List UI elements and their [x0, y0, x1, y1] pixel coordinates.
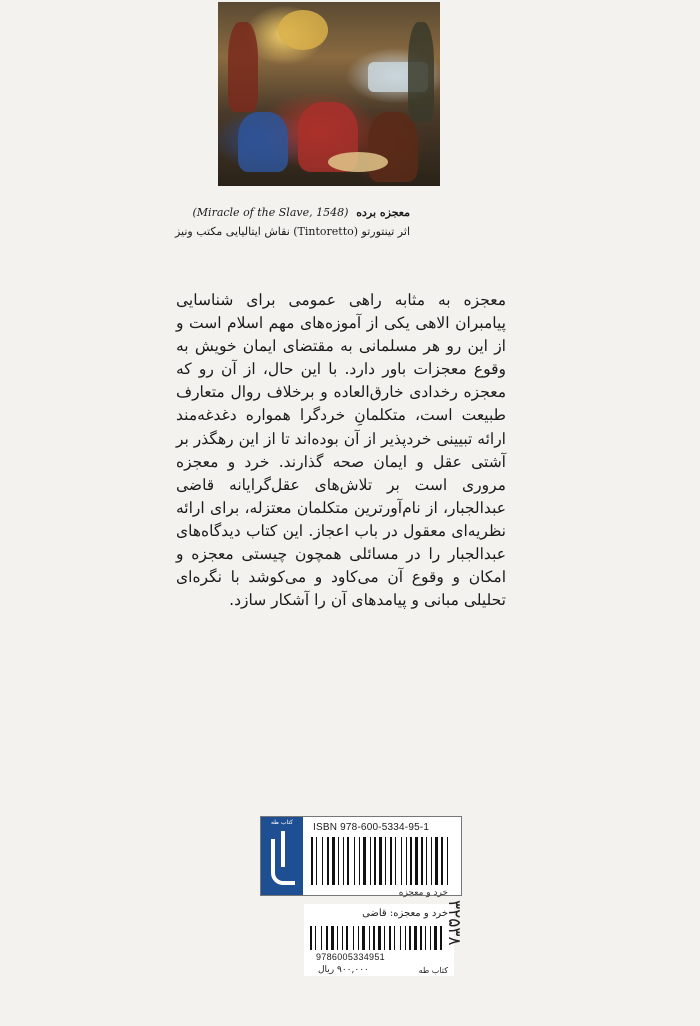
- barcode-bar: [420, 926, 422, 950]
- barcode-bar: [327, 837, 329, 885]
- barcode-bar: [322, 837, 323, 885]
- barcode-bar: [370, 837, 371, 885]
- barcode-bar: [401, 837, 402, 885]
- barcode-bar: [373, 926, 375, 950]
- barcode-bar: [337, 926, 338, 950]
- cover-painting: [218, 2, 440, 186]
- cut-label-text: خرد و معجزه: [398, 888, 448, 898]
- barcode-bar: [315, 926, 316, 950]
- barcode-bar: [316, 837, 317, 885]
- price-sticker: [304, 904, 454, 976]
- painting-caption-artist: اثر تینتورتو (Tintoretto) نقاش ایتالیایی مکتب ونیز: [174, 225, 410, 238]
- barcode-bar: [385, 837, 386, 885]
- publisher-logo: [261, 817, 303, 895]
- isbn-text: ISBN 978-600-5334-95-1: [313, 822, 430, 833]
- barcode-bar: [353, 926, 354, 950]
- barcode-bar: [395, 837, 396, 885]
- sticker-store: کتاب طه: [418, 966, 448, 975]
- sticker-barcode: [310, 926, 448, 950]
- sticker-price: ۹۰۰,۰۰۰ ریال: [318, 965, 369, 975]
- barcode-bar: [440, 926, 442, 950]
- barcode-bar: [434, 926, 437, 950]
- sticker-title: خرد و معجزه: قاضی: [362, 908, 448, 919]
- barcode-bar: [374, 837, 376, 885]
- back-cover-blurb: [176, 289, 506, 612]
- barcode-bar: [378, 926, 381, 950]
- barcode-bar: [343, 837, 344, 885]
- barcode-bar: [346, 926, 348, 950]
- painting-title-en: (Miracle of the Slave, 1548): [192, 206, 349, 219]
- barcode-bar: [358, 926, 359, 950]
- barcode-bar: [321, 926, 322, 950]
- barcode-bar: [363, 837, 366, 885]
- barcode-bar: [389, 926, 391, 950]
- barcode-bar: [400, 926, 401, 950]
- barcode-bar: [421, 837, 423, 885]
- barcode-bar: [431, 837, 432, 885]
- barcode-bar: [409, 926, 411, 950]
- barcode-bar: [390, 837, 392, 885]
- barcode-bar: [430, 926, 431, 950]
- sticker-code: 9786005334951: [316, 952, 385, 962]
- isbn-barcode: [311, 837, 455, 885]
- barcode-bar: [338, 837, 339, 885]
- barcode-bar: [310, 926, 312, 950]
- stock-number: ۳۲۵۳۸: [444, 900, 464, 946]
- barcode-bar: [379, 837, 382, 885]
- barcode-bar: [406, 837, 407, 885]
- barcode-bar: [410, 837, 412, 885]
- barcode-bar: [405, 926, 406, 950]
- barcode-bar: [332, 837, 335, 885]
- barcode-bar: [425, 926, 426, 950]
- barcode-bar: [342, 926, 343, 950]
- logo-curve-icon: [271, 839, 295, 885]
- barcode-bar: [331, 926, 334, 950]
- barcode-bar: [326, 926, 328, 950]
- barcode-bar: [415, 837, 418, 885]
- isbn-barcode-box: [260, 816, 462, 896]
- painting-caption-title: [192, 206, 410, 219]
- publisher-name: کتاب طه: [270, 819, 294, 826]
- barcode-bar: [441, 837, 443, 885]
- barcode-bar: [394, 926, 395, 950]
- barcode-bar: [311, 837, 313, 885]
- barcode-bar: [384, 926, 385, 950]
- barcode-bar: [447, 837, 448, 885]
- blurb-text: معجزه به مثابه راهی عمومی برای شناسایی پیامبران الاهی یکی از آموزه‌های مهم اسلام است و از این رو هر مسلمانی به مقتضای ایمان خویش به وقوع معجزات باور دارد. با این حال، از آن رو که معجزه رخدادی خارق‌العاده و برخلاف روال متعارف طبیعت است، متکلمانِ خردگرا همواره دغدغه‌مند ارائه تبیینی خردپذیر از آن بوده‌اند تا از این رهگذر بر آشتی عقل و ایمان صحه گذارند. خرد و معجزه مروری است بر تلاش‌های عقل‌گرایانه قاضی عبدالجبار، از نام‌آورترین متکلمان معتزله، برای ارائه نظریه‌ای معقول در باب اعجاز. این کتاب دیدگاه‌های عبدالجبار را در مسائلی همچون چیستی معجزه و امکان و وقوع آن می‌کاود و می‌کوشد با نگره‌ای تحلیلی مبانی و پیامدهای آن را آشکار سازد.: [176, 291, 506, 610]
- barcode-bar: [414, 926, 417, 950]
- barcode-bar: [369, 926, 370, 950]
- barcode-bar: [359, 837, 360, 885]
- barcode-bar: [435, 837, 438, 885]
- barcode-bar: [354, 837, 355, 885]
- barcode-bar: [347, 837, 349, 885]
- barcode-bar: [426, 837, 427, 885]
- barcode-bar: [362, 926, 365, 950]
- painting-title-fa: معجزه برده: [356, 206, 410, 219]
